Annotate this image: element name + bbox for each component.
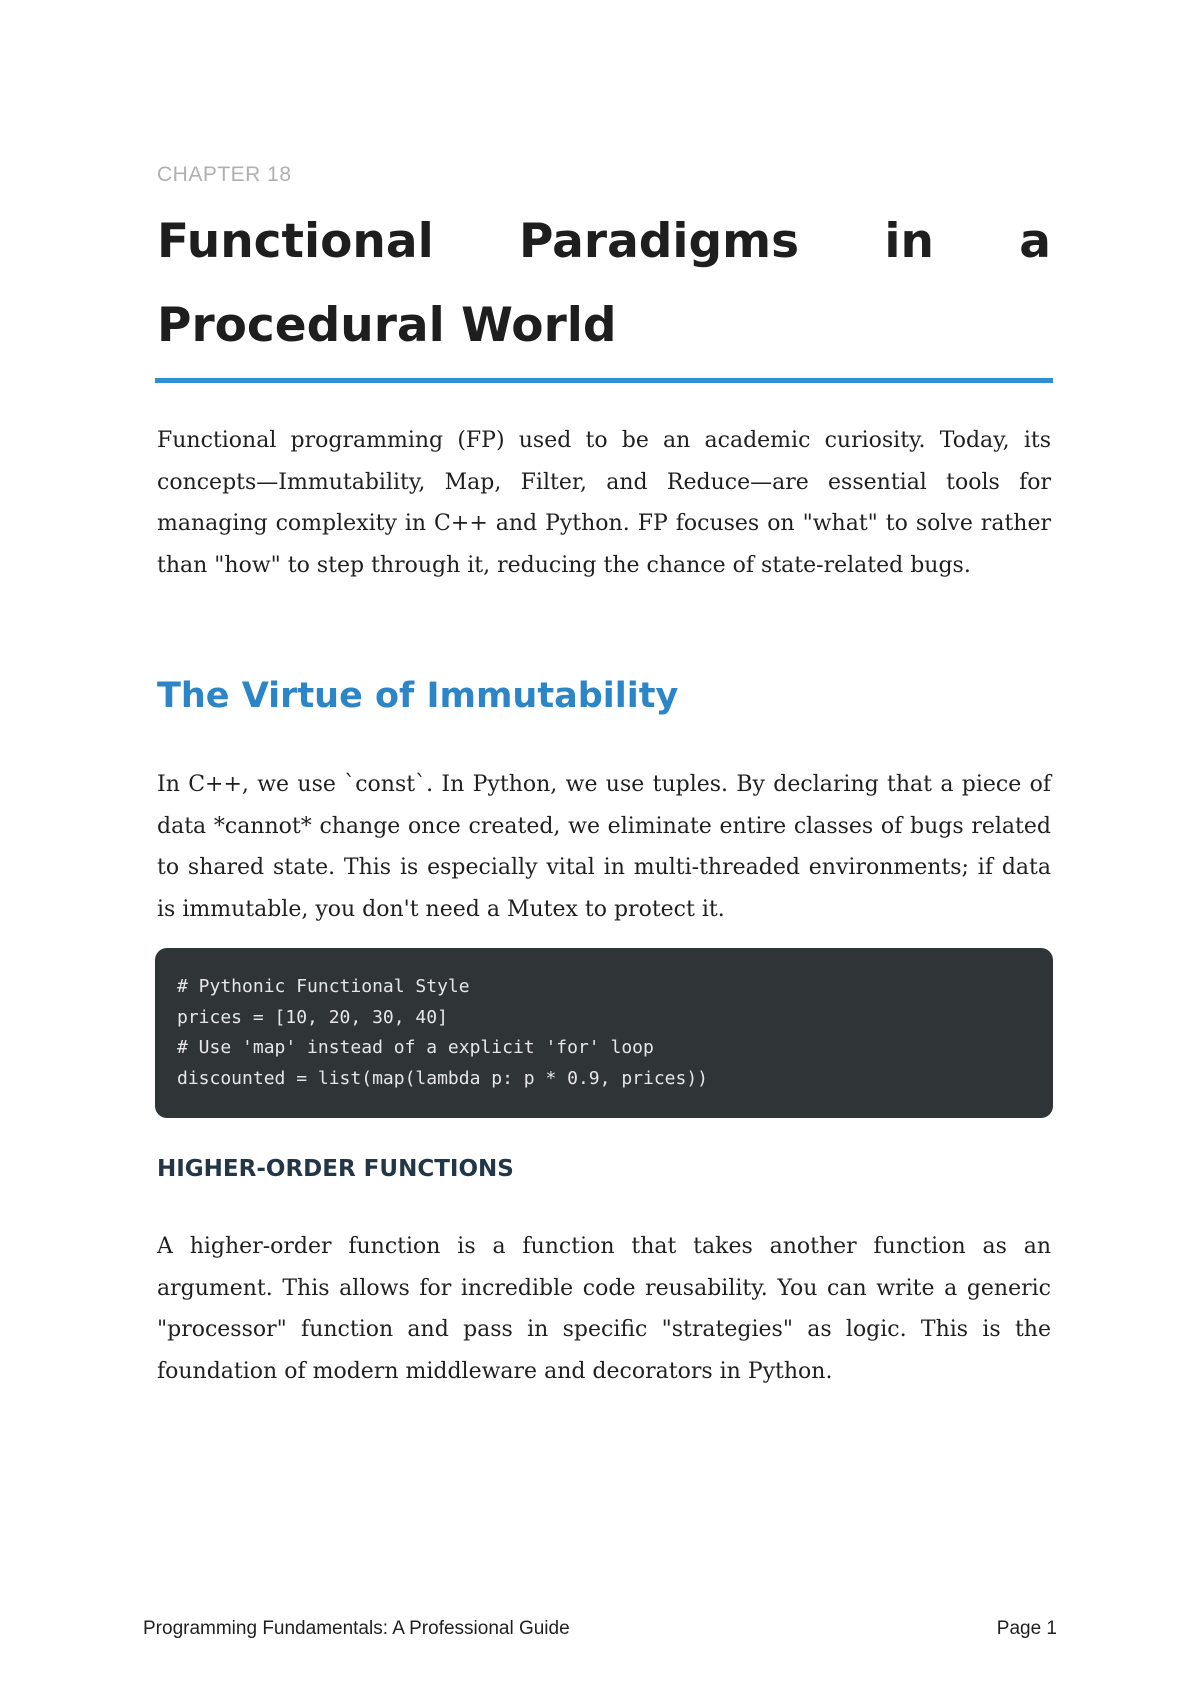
chapter-title: Functional Paradigms in a Procedural World <box>157 214 1051 353</box>
code-line: # Use 'map' instead of a explicit 'for' loop <box>177 1037 654 1058</box>
footer-book-title: Programming Fundamentals: A Professional Guide <box>143 1618 570 1639</box>
intro-paragraph: Functional programming (FP) used to be an academic curiosity. Today, its concepts—Immutability, Map, Filter, and Reduce—are essential tools for managing complexity in C++ and Python. FP focuses on "what" to solve rather than "how" to step through it, reducing the chance of state-related bugs. <box>157 428 1051 578</box>
footer-page-number: Page 1 <box>996 1618 1057 1639</box>
code-line: discounted = list(map(lambda p: p * 0.9, prices)) <box>177 1067 709 1089</box>
code-line: prices = [10, 20, 30, 40] <box>177 1006 448 1028</box>
code-block <box>155 948 1053 1118</box>
code-line: # Pythonic Functional Style <box>177 976 470 997</box>
subheading-higher-order-functions: HIGHER-ORDER FUNCTIONS <box>157 1156 514 1182</box>
higher-order-paragraph: A higher-order function is a function that takes another function as an argument. This allows for incredible code reusability. You can write a generic "processor" function and pass in specific "strategies" as logic. This is the foundation of modern middleware and decorators in Python. <box>157 1234 1051 1384</box>
page-footer <box>143 1618 1057 1640</box>
immutability-paragraph: In C++, we use `const`. In Python, we use tuples. By declaring that a piece of data *cannot* change once created, we eliminate entire classes of bugs related to shared state. This is especially vital in multi-threaded environments; if data is immutable, you don't need a Mutex to protect it. <box>157 772 1051 922</box>
chapter-label: CHAPTER 18 <box>157 163 292 186</box>
section-heading-immutability: The Virtue of Immutability <box>157 676 679 716</box>
title-divider <box>155 378 1053 383</box>
